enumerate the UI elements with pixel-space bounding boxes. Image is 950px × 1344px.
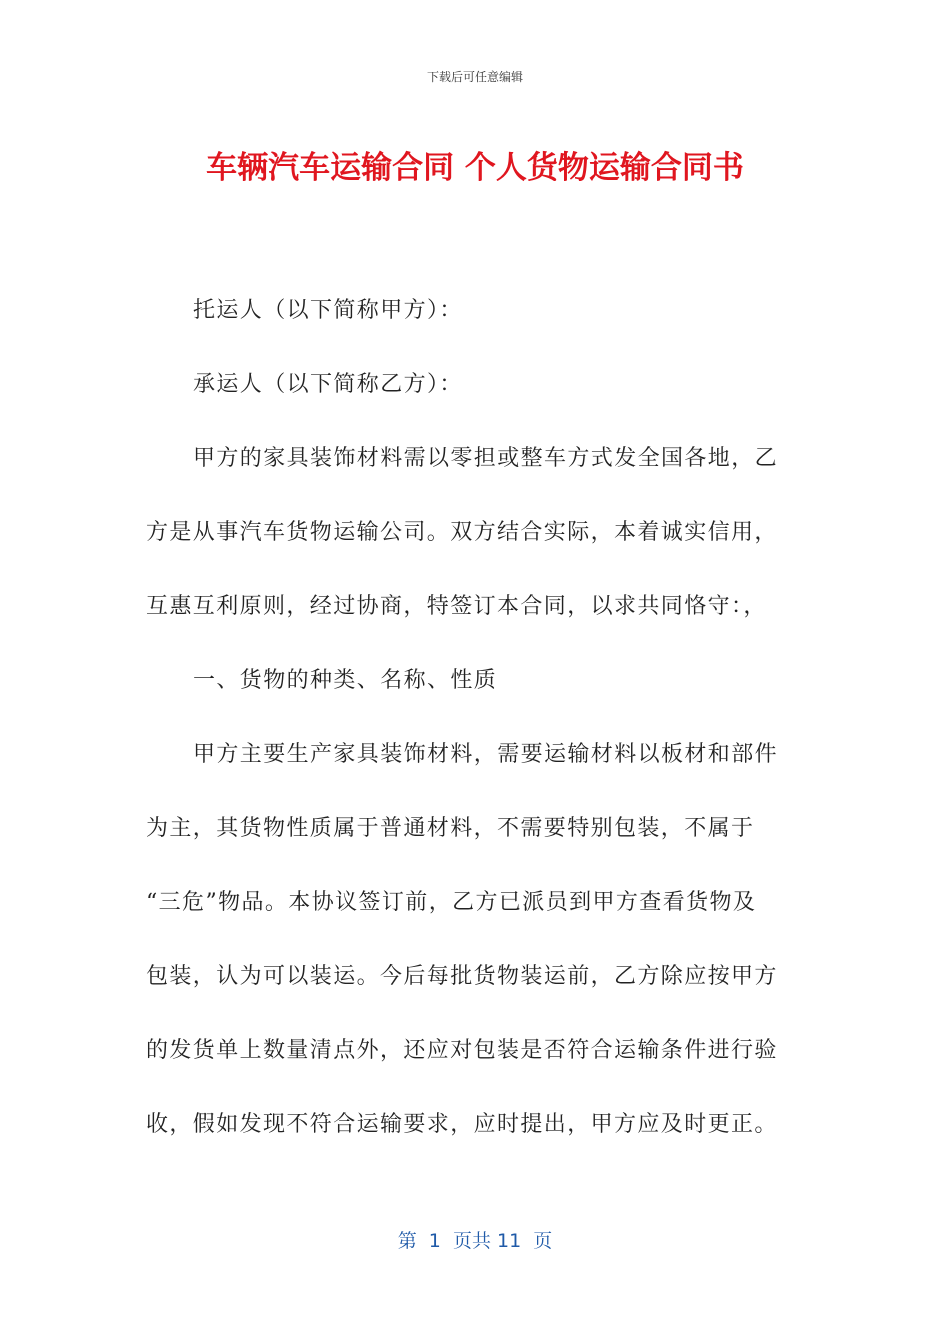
text-line: 甲方主要生产家具装饰材料，需要运输材料以板材和部件 (193, 742, 779, 767)
text-line: “三危”物品。本协议签订前，乙方已派员到甲方查看货物及 (146, 890, 757, 915)
document-body (146, 274, 792, 1162)
text-line: 承运人（以下简称乙方）： (193, 372, 463, 397)
page-number-footer: 第 1 页共 11 页 (397, 1230, 553, 1252)
text-line: 一、货物的种类、名称、性质 (193, 668, 498, 693)
text-line: 的发货单上数量清点外，还应对包装是否符合运输条件进行验 (146, 1038, 778, 1063)
header-note: 下载后可任意编辑 (426, 70, 523, 84)
text-line: 甲方的家具装饰材料需以零担或整车方式发全国各地，乙 (193, 446, 779, 471)
paragraph-carrier (146, 348, 792, 422)
text-line: 方是从事汽车货物运输公司。双方结合实际，本着诚实信用， (146, 520, 778, 545)
text-line: 为主，其货物性质属于普通材料，不需要特别包装，不属于 (146, 816, 755, 841)
text-line: 收，假如发现不符合运输要求，应时提出，甲方应及时更正。 (146, 1112, 778, 1137)
paragraph-goods-description (146, 718, 792, 1162)
text-line: 包装，认为可以装运。今后每批货物装运前，乙方除应按甲方 (146, 964, 778, 989)
paragraph-shipper (146, 274, 792, 348)
document-title: 车辆汽车运输合同 个人货物运输合同书 (206, 150, 744, 186)
text-line: 互惠互利原则，经过协商，特签订本合同，以求共同恪守：， (146, 594, 767, 619)
paragraph-preamble (146, 422, 792, 644)
text-line: 托运人（以下简称甲方）： (193, 298, 463, 323)
section-heading (146, 644, 792, 718)
